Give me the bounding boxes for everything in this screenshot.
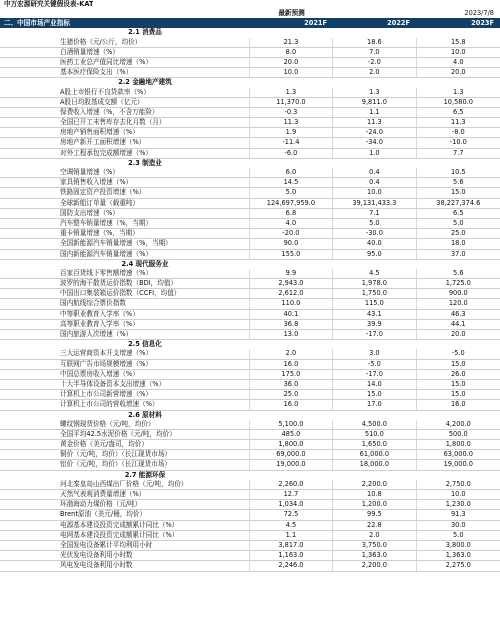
header-meta-spacer [0, 9, 250, 18]
value-cell-2023f: 5.0 [416, 219, 500, 228]
table-row [0, 269, 500, 279]
section-label: 2.7 能源环保 [124, 470, 166, 479]
value-cell-2022f: 3,750.0 [332, 541, 415, 550]
value-cell-2021f: 1,034.0 [249, 500, 332, 509]
table-row [0, 551, 500, 561]
table-row [0, 239, 500, 249]
table-row [0, 541, 500, 551]
section-label: 2.2 金融地产建筑 [118, 78, 172, 87]
value-cell-2021f: 25.0 [249, 390, 332, 399]
value-cell-2021f: 2,612.0 [249, 289, 332, 298]
value-cell-2022f: 7.0 [332, 48, 415, 57]
value-cell-2021f: 155.0 [249, 250, 332, 259]
report-date: 2023/7/8 [464, 9, 494, 18]
section-header-bar [0, 18, 500, 28]
indicator-label: 白酒销量增速（%） [60, 47, 120, 56]
table-row [0, 299, 500, 309]
table-row [0, 98, 500, 108]
value-cell-2022f: 99.5 [332, 510, 415, 519]
value-cell-2022f: -17.0 [332, 370, 415, 379]
value-cell-2021f: 72.5 [249, 510, 332, 519]
value-cell-2021f: -20.0 [249, 229, 332, 238]
table-row [0, 229, 500, 239]
value-cell-2023f: 4,200.0 [416, 420, 500, 429]
value-cell-2023f: 2,275.0 [416, 561, 500, 570]
value-cell-2023f: 900.0 [416, 289, 500, 298]
year-header-2022: 2022F [387, 19, 410, 28]
value-cell-2022f: 15.0 [332, 390, 415, 399]
table-row [0, 219, 500, 229]
indicator-label: 十大半导体设备资本支出增速（%） [60, 379, 166, 388]
value-cell-2023f: 15.8 [416, 38, 500, 47]
indicator-label: 医药工业总产值同比增速（%） [60, 57, 152, 66]
table-row [0, 149, 500, 159]
value-cell-2022f: 510.0 [332, 430, 415, 439]
table-row [0, 460, 500, 470]
indicator-label: 河北秦皇岛山西煤出厂价格（元/吨，均价） [60, 479, 188, 488]
value-cell-2023f: 7.7 [416, 149, 500, 158]
value-cell-2022f: 7.1 [332, 209, 415, 218]
table-row [0, 188, 500, 198]
value-cell-2022f: 43.1 [332, 310, 415, 319]
year-header-2023: 2023F [471, 19, 494, 28]
value-cell-2023f: 63,000.0 [416, 450, 500, 459]
table-row [0, 320, 500, 330]
table-row [0, 330, 500, 340]
table-row [0, 390, 500, 400]
value-cell-2021f: 4.5 [249, 521, 332, 530]
table-row [0, 168, 500, 178]
value-cell-2023f: 10.0 [416, 48, 500, 57]
value-cell-2023f: 20.0 [416, 68, 500, 77]
indicator-label: A股上市银行不良贷款率（%） [60, 87, 150, 96]
indicator-label: 电源基本建设投资完成额累计同比（%） [60, 520, 179, 529]
value-cell-2021f: 485.0 [249, 430, 332, 439]
value-cell-2023f: 91.3 [416, 510, 500, 519]
indicator-label: 房地产销售面积增速（%） [60, 128, 139, 137]
table-row [0, 310, 500, 320]
value-cell-2021f: 124,697,959.0 [249, 199, 332, 208]
value-cell-2021f: 16.0 [249, 400, 332, 409]
value-cell-2022f: 17.0 [332, 400, 415, 409]
value-cell-2023f: -10.0 [416, 138, 500, 147]
indicator-label: 生猪价格（元/公斤，均价） [60, 37, 142, 46]
table-row [0, 440, 500, 450]
indicator-label: 中国总票房收入增速（%） [60, 369, 139, 378]
table-row [0, 380, 500, 390]
value-cell-2021f: 2,246.0 [249, 561, 332, 570]
indicator-label: 国防支出增速（%） [60, 208, 120, 217]
table-row [0, 138, 500, 148]
value-cell-2022f: 39.9 [332, 320, 415, 329]
forecast-label: 最新预测 [278, 9, 305, 18]
indicator-label: 螺纹钢现货价格（元/吨，均价） [60, 419, 155, 428]
value-cell-2021f: 11.3 [249, 118, 332, 127]
table-row [0, 48, 500, 58]
value-cell-2022f: -24.0 [332, 128, 415, 137]
value-cell-2022f: 2,200.0 [332, 561, 415, 570]
section-row [0, 28, 500, 37]
value-cell-2023f: 25.0 [416, 229, 500, 238]
value-cell-2023f: 1,800.0 [416, 440, 500, 449]
value-cell-2021f: 3,817.0 [249, 541, 332, 550]
table-row [0, 68, 500, 78]
value-cell-2022f: -17.0 [332, 330, 415, 339]
value-cell-2023f: 1,363.0 [416, 551, 500, 560]
section-row [0, 78, 500, 87]
value-cell-2021f: 13.0 [249, 330, 332, 339]
value-cell-2022f: 3.0 [332, 349, 415, 358]
value-cell-2023f: 6.5 [416, 108, 500, 117]
value-cell-2021f: 6.0 [249, 168, 332, 177]
value-cell-2023f: 44.1 [416, 320, 500, 329]
indicator-label: 房地产新开工面积增速（%） [60, 138, 146, 147]
value-cell-2021f: 175.0 [249, 370, 332, 379]
value-cell-2022f: 2.0 [332, 531, 415, 540]
value-cell-2021f: 2,943.0 [249, 279, 332, 288]
indicator-label: 家具销售收入增速（%） [60, 178, 133, 187]
table-row [0, 58, 500, 68]
table-row [0, 510, 500, 520]
year-header-2021: 2021F [304, 19, 327, 28]
value-cell-2021f: 110.0 [249, 299, 332, 308]
indicator-label: 天然气表观消费量增速（%） [60, 490, 146, 498]
table-row [0, 480, 500, 490]
indicator-label: 基本医疗保险支出（%） [60, 68, 133, 77]
value-cell-2021f: 36.8 [249, 320, 332, 329]
value-cell-2021f: 5.0 [249, 188, 332, 197]
indicator-label: 计算机上市公司新营增速（%） [60, 390, 152, 399]
value-cell-2023f: 18.0 [416, 239, 500, 248]
value-cell-2023f: 20.0 [416, 330, 500, 339]
section-row [0, 340, 500, 349]
section-row [0, 471, 500, 480]
value-cell-2022f: -34.0 [332, 138, 415, 147]
value-cell-2023f: 1,230.0 [416, 500, 500, 509]
indicator-label: 黄金价格（美元/盎司，均价） [60, 440, 148, 449]
value-cell-2023f: 5.0 [416, 531, 500, 540]
indicator-label: 中等职业教育入学率（%） [60, 309, 139, 318]
table-row [0, 108, 500, 118]
value-cell-2023f: 5.6 [416, 269, 500, 278]
value-cell-2023f: 16.0 [416, 400, 500, 409]
section-label: 2.5 信息化 [128, 340, 162, 349]
indicator-label: 重卡销量增速（%，当期） [60, 229, 139, 238]
value-cell-2023f: -8.0 [416, 128, 500, 137]
indicator-label: 互联网广告市场规模增速（%） [60, 359, 152, 368]
indicator-label: 铜价（元/吨，均价）（长江现货市场） [60, 450, 172, 459]
indicator-label: 保费收入增速（%，不含万能险） [60, 107, 159, 116]
value-cell-2023f: 15.0 [416, 380, 500, 389]
indicator-label: 三大运营商资本开支增速（%） [60, 349, 152, 358]
table-row [0, 490, 500, 500]
value-cell-2023f: 15.0 [416, 390, 500, 399]
value-cell-2023f: -5.0 [416, 349, 500, 358]
value-cell-2022f: 14.0 [332, 380, 415, 389]
value-cell-2022f: 1.0 [332, 149, 415, 158]
indicator-label: 国内航线综合票价指数 [60, 299, 126, 308]
value-cell-2023f: 10.5 [416, 168, 500, 177]
value-cell-2021f: -11.4 [249, 138, 332, 147]
table-row [0, 531, 500, 541]
value-cell-2023f: 500.0 [416, 430, 500, 439]
table-row [0, 420, 500, 430]
value-cell-2022f: 1,200.0 [332, 500, 415, 509]
value-cell-2021f: 1.3 [249, 88, 332, 97]
table-row [0, 118, 500, 128]
value-cell-2022f: -5.0 [332, 360, 415, 369]
indicator-label: 全国新能源汽车销量增速（%，当期） [60, 239, 172, 248]
value-cell-2022f: 18.6 [332, 38, 415, 47]
document-title: 中万宏源研究关键假设表-KAT [4, 0, 94, 8]
indicator-label: 全球新船订单量（载重吨） [60, 198, 140, 207]
table-row [0, 400, 500, 410]
value-cell-2021f: 19,000.0 [249, 460, 332, 469]
value-cell-2021f: -6.0 [249, 149, 332, 158]
value-cell-2023f: 4.0 [416, 58, 500, 67]
indicator-label: 国内旅游人次增速（%） [60, 330, 133, 338]
value-cell-2022f: 1,978.0 [332, 279, 415, 288]
indicator-label: 汽车整车销量增速（%，当期） [60, 218, 152, 227]
value-cell-2022f: 40.0 [332, 239, 415, 248]
value-cell-2022f: 1.1 [332, 108, 415, 117]
value-cell-2023f: 120.0 [416, 299, 500, 308]
value-cell-2022f: 61,000.0 [332, 450, 415, 459]
table-row [0, 209, 500, 219]
value-cell-2023f: 19,000.0 [416, 460, 500, 469]
section-row [0, 260, 500, 269]
indicator-label: 铝价（元/吨，均价）（长江现货市场） [60, 460, 172, 469]
section-label: 2.6 原材料 [128, 410, 162, 419]
value-cell-2022f: -30.0 [332, 229, 415, 238]
section-row [0, 159, 500, 168]
value-cell-2023f: 1.3 [416, 88, 500, 97]
value-cell-2022f: 1.3 [332, 88, 415, 97]
indicator-label: 全国已开工未售库存去化月数（月） [60, 118, 166, 127]
section-title: 二、中国市场产业指标 [4, 19, 70, 28]
indicator-label: 百家百货线下零售额增速（%） [60, 268, 152, 277]
table-row [0, 500, 500, 510]
table-row [0, 521, 500, 531]
indicator-label: 全国平均42.5水泥价格（元/吨，均价） [60, 429, 176, 438]
table-row [0, 349, 500, 359]
value-cell-2022f: 2,200.0 [332, 480, 415, 489]
value-cell-2023f: 15.0 [416, 188, 500, 197]
value-cell-2022f: 115.0 [332, 299, 415, 308]
value-cell-2022f: 2.0 [332, 68, 415, 77]
table-row [0, 450, 500, 460]
value-cell-2022f: 0.4 [332, 168, 415, 177]
indicator-label: A股日均股基成交额（亿元） [60, 97, 144, 106]
value-cell-2021f: 6.8 [249, 209, 332, 218]
value-cell-2022f: 1,750.0 [332, 289, 415, 298]
value-cell-2021f: 4.0 [249, 219, 332, 228]
value-cell-2021f: 1,163.0 [249, 551, 332, 560]
value-cell-2021f: 11,370.0 [249, 98, 332, 107]
value-cell-2022f: 5.0 [332, 219, 415, 228]
value-cell-2022f: 4,500.0 [332, 420, 415, 429]
value-cell-2021f: 8.0 [249, 48, 332, 57]
value-cell-2023f: 5.6 [416, 178, 500, 187]
value-cell-2023f: 10,580.0 [416, 98, 500, 107]
header-meta-row [0, 9, 500, 18]
value-cell-2022f: 22.8 [332, 521, 415, 530]
table-row [0, 370, 500, 380]
value-cell-2021f: 9.9 [249, 269, 332, 278]
value-cell-2022f: 10.8 [332, 490, 415, 499]
value-cell-2021f: 21.3 [249, 38, 332, 47]
value-cell-2022f: 10.0 [332, 188, 415, 197]
value-cell-2022f: 4.5 [332, 269, 415, 278]
table-row [0, 88, 500, 98]
value-cell-2021f: 1,800.0 [249, 440, 332, 449]
indicator-label: 电网基本建设投资完成额累计同比（%） [60, 530, 179, 539]
value-cell-2022f: 1,363.0 [332, 551, 415, 560]
value-cell-2021f: 69,000.0 [249, 450, 332, 459]
value-cell-2023f: 46.3 [416, 310, 500, 319]
value-cell-2022f: 39,131,433.3 [332, 199, 415, 208]
value-cell-2021f: 1.9 [249, 128, 332, 137]
table-row [0, 360, 500, 370]
value-cell-2021f: 20.0 [249, 58, 332, 67]
indicator-label: 风电发电设备利用小时数 [60, 561, 133, 570]
value-cell-2021f: 36.0 [249, 380, 332, 389]
indicator-label: 环渤海动力煤价格（元/吨） [60, 500, 142, 509]
section-label: 2.3 制造业 [128, 158, 162, 167]
value-cell-2022f: 11.3 [332, 118, 415, 127]
table-row [0, 561, 500, 571]
indicator-label: Brent原油（美元/桶，均价） [60, 510, 147, 519]
table-row [0, 128, 500, 138]
value-cell-2023f: 26.0 [416, 370, 500, 379]
value-cell-2022f: -2.0 [332, 58, 415, 67]
value-cell-2022f: 18,000.0 [332, 460, 415, 469]
value-cell-2021f: 90.0 [249, 239, 332, 248]
indicator-label: 波罗的海干散货运价指数（BDI，均值） [60, 279, 178, 288]
value-cell-2021f: -0.3 [249, 108, 332, 117]
value-cell-2021f: 10.0 [249, 68, 332, 77]
value-cell-2021f: 2,260.0 [249, 480, 332, 489]
value-cell-2023f: 30.0 [416, 521, 500, 530]
indicator-label: 铁路固定资产投资增速（%） [60, 188, 146, 197]
value-cell-2022f: 1,650.0 [332, 440, 415, 449]
indicator-label: 全国发电设备累计平均利用小时 [60, 540, 153, 549]
value-cell-2021f: 12.7 [249, 490, 332, 499]
value-cell-2021f: 2.0 [249, 349, 332, 358]
indicator-label: 光伏发电设备利用小时数 [60, 551, 133, 560]
value-cell-2021f: 16.0 [249, 360, 332, 369]
value-cell-2022f: 95.0 [332, 250, 415, 259]
table-row [0, 430, 500, 440]
value-cell-2023f: 10.0 [416, 490, 500, 499]
value-cell-2023f: 11.3 [416, 118, 500, 127]
value-cell-2023f: 2,750.0 [416, 480, 500, 489]
value-cell-2021f: 14.5 [249, 178, 332, 187]
value-cell-2022f: 0.4 [332, 178, 415, 187]
value-cell-2023f: 37.0 [416, 250, 500, 259]
table-row [0, 38, 500, 48]
table-row [0, 279, 500, 289]
indicator-label: 计算机上市公司的营收增速（%） [60, 400, 159, 409]
indicator-label: 国内新能源汽车销量增速（%） [60, 249, 152, 258]
document-title-row [0, 0, 500, 9]
value-cell-2021f: 40.1 [249, 310, 332, 319]
value-cell-2021f: 5,100.0 [249, 420, 332, 429]
indicator-label: 高等职业教育入学率（%） [60, 319, 139, 328]
indicator-table-body [0, 28, 500, 571]
indicator-label: 中国出口集装箱运价指数（CCFI，均值） [60, 289, 181, 298]
header-meta-spacer-2 [333, 9, 416, 18]
table-row [0, 289, 500, 299]
table-row [0, 178, 500, 188]
value-cell-2023f: 15.0 [416, 360, 500, 369]
value-cell-2023f: 3,800.0 [416, 541, 500, 550]
value-cell-2023f: 38,227,374.6 [416, 199, 500, 208]
value-cell-2023f: 6.5 [416, 209, 500, 218]
section-label: 2.4 现代服务业 [121, 259, 169, 268]
indicator-label: 空调销量增速（%） [60, 168, 120, 176]
table-row [0, 199, 500, 209]
value-cell-2023f: 1,725.0 [416, 279, 500, 288]
value-cell-2021f: 1.1 [249, 531, 332, 540]
value-cell-2022f: 9,811.0 [332, 98, 415, 107]
indicator-label: 对外工程承包完成额增速（%） [60, 148, 152, 157]
table-row [0, 250, 500, 260]
section-row [0, 411, 500, 420]
section-label: 2.1 消费品 [128, 28, 162, 37]
